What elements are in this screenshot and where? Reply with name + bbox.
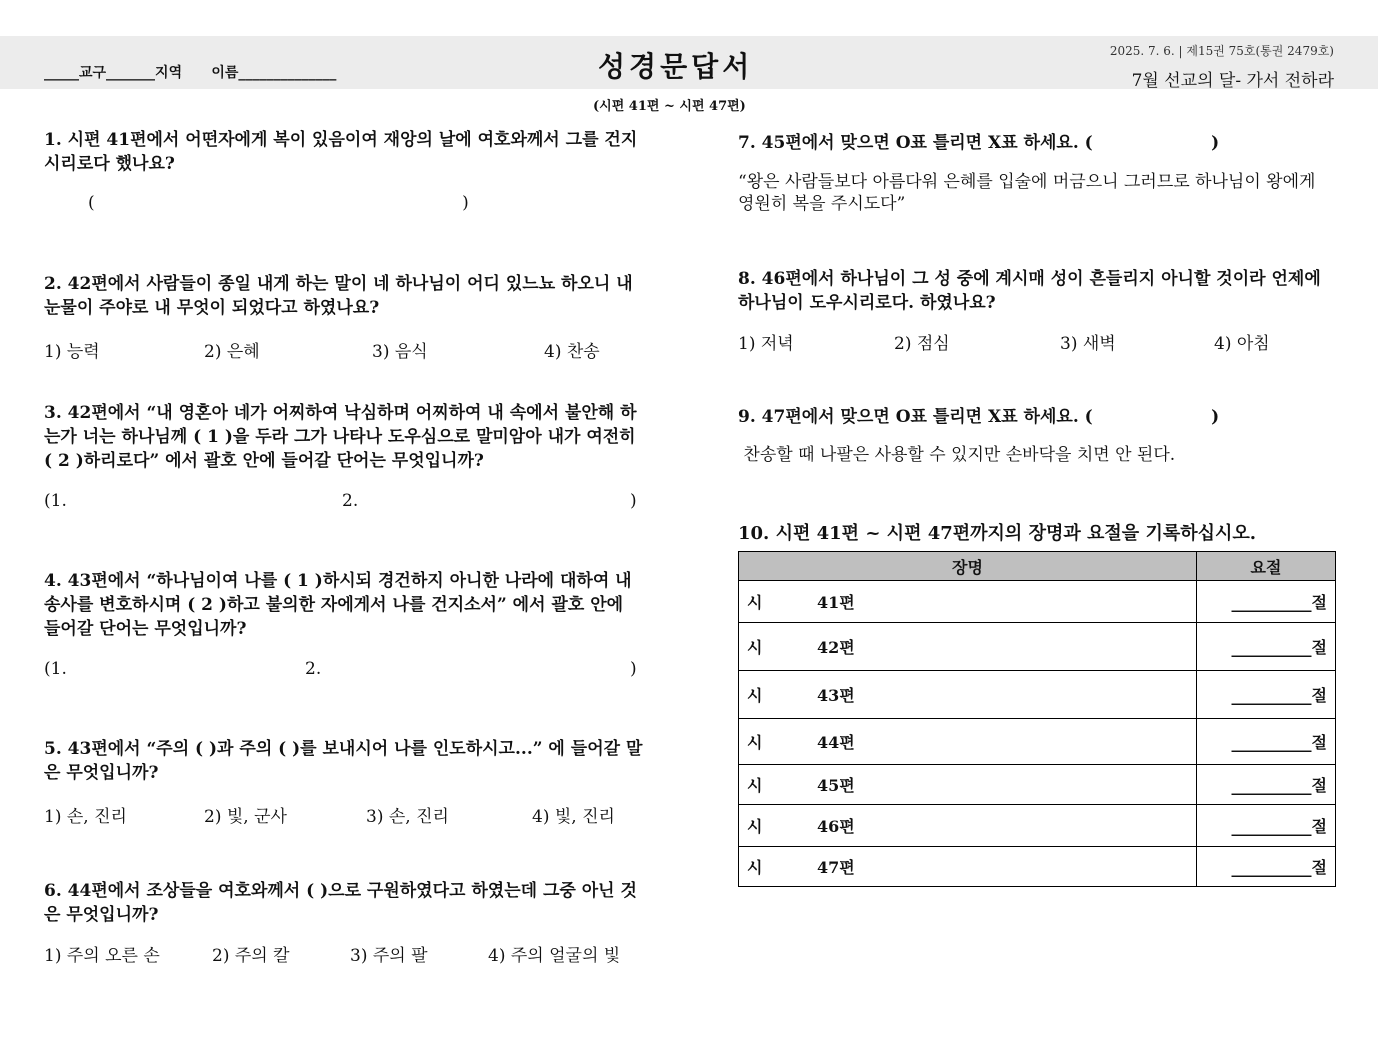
chapter-cell: 시 44편: [739, 719, 1197, 765]
option[interactable]: 3) 손, 진리: [366, 807, 449, 827]
page-title: 성경문답서: [598, 50, 754, 83]
answer-blank-1[interactable]: (1.: [44, 659, 67, 679]
verse-cell[interactable]: __________절: [1197, 765, 1336, 805]
option[interactable]: 1) 저녁: [738, 334, 794, 354]
table-row: [739, 581, 1336, 623]
question-9: [738, 405, 1338, 429]
question-4: [44, 569, 644, 641]
chapter-cell: 시 47편: [739, 847, 1197, 887]
question-5: [44, 737, 644, 785]
question-7: [738, 131, 1338, 155]
answer-close: ): [630, 659, 637, 679]
answer-blank-2[interactable]: 2.: [342, 491, 359, 511]
chapter-cell: 시 45편: [739, 765, 1197, 805]
option[interactable]: 4) 아침: [1214, 334, 1270, 354]
option[interactable]: 2) 빛, 군사: [204, 807, 287, 827]
table-row: [739, 765, 1336, 805]
question-text: 1. 시편 41편에서 어떤자에게 복이 있음이여 재앙의 날에 여호와께서 그를 건지시리로다 했나요?: [44, 130, 638, 174]
name-fields: _____교구_______지역 이름______________: [44, 65, 337, 81]
option[interactable]: 3) 음식: [372, 342, 428, 362]
option[interactable]: 1) 능력: [44, 342, 100, 362]
question-text: 4. 43편에서 “하나님이여 나를 ( 1 )하시되 경건하지 아니한 나라에 대하여 내 송사를 변호하시며 ( 2 )하고 불의한 자에게서 나를 건지소서” 에서 괄호 안에 들어갈 단어는 무엇입니까?: [44, 571, 632, 639]
question-text: 9. 47편에서 맞으면 O표 틀리면 X표 하세요. ( ): [738, 407, 1220, 427]
option[interactable]: 2) 주의 칼: [212, 946, 290, 966]
option[interactable]: 4) 주의 얼굴의 빛: [488, 946, 621, 966]
table-row: [739, 847, 1336, 887]
option[interactable]: 3) 새벽: [1060, 334, 1116, 354]
answer-blank-2[interactable]: 2.: [305, 659, 322, 679]
question-text: 2. 42편에서 사람들이 종일 내게 하는 말이 네 하나님이 어디 있느뇨 하오니 내 눈물이 주야로 내 무엇이 되었다고 하였나요?: [44, 274, 633, 318]
question-text: 6. 44편에서 조상들을 여호와께서 ( )으로 구원하였다고 하였는데 그중 아닌 것은 무엇입니까?: [44, 881, 637, 925]
options: [44, 941, 620, 966]
question-text: 8. 46편에서 하나님이 그 성 중에 계시매 성이 흔들리지 아니할 것이라 언제에 하나님이 도우시리로다. 하였나요?: [738, 269, 1321, 313]
table-row: [739, 805, 1336, 847]
question-6: [44, 879, 644, 927]
verse-cell[interactable]: __________절: [1197, 719, 1336, 765]
question-8: [738, 267, 1328, 315]
options: [738, 329, 1270, 354]
question-2: [44, 272, 644, 320]
verse-cell[interactable]: __________절: [1197, 623, 1336, 671]
statement: 찬송할 때 나팔은 사용할 수 있지만 손바닥을 치면 안 된다.: [738, 445, 1176, 465]
answer-close: ): [630, 491, 637, 511]
option[interactable]: 2) 은혜: [204, 342, 260, 362]
question-1: [44, 128, 644, 176]
option[interactable]: 4) 찬송: [544, 342, 600, 362]
verse-cell[interactable]: __________절: [1197, 847, 1336, 887]
chapter-cell: 시 42편: [739, 623, 1197, 671]
question-10: 10. 시편 41편 ~ 시편 47편까지의 장명과 요절을 기록하십시오.: [738, 523, 1257, 544]
question-text: 5. 43편에서 “주의 ( )과 주의 ( )를 보내시어 나를 인도하시고...” 에 들어갈 말은 무엇입니까?: [44, 739, 643, 783]
page-subtitle: (시편 41편 ~ 시편 47편): [593, 99, 746, 114]
chapter-cell: 시 41편: [739, 581, 1197, 623]
verse-cell[interactable]: __________절: [1197, 805, 1336, 847]
verse-table: [738, 551, 1336, 887]
question-3: [44, 401, 644, 473]
verse-cell[interactable]: __________절: [1197, 581, 1336, 623]
table-row: [739, 719, 1336, 765]
option[interactable]: 1) 손, 진리: [44, 807, 127, 827]
options: [44, 802, 615, 827]
column-header-chapter: 장명: [739, 552, 1197, 581]
option[interactable]: 2) 점심: [894, 334, 950, 354]
issue-info: 2025. 7. 6. | 제15권 75호(통권 2479호): [1109, 44, 1334, 58]
options: [44, 337, 600, 362]
column-header-verse: 요절: [1197, 552, 1336, 581]
month-theme: 7월 선교의 달- 가서 전하라: [1131, 71, 1334, 91]
answer-blank[interactable]: ( ): [88, 193, 469, 213]
chapter-cell: 시 43편: [739, 671, 1197, 719]
answer-blank-1[interactable]: (1.: [44, 491, 67, 511]
statement: “왕은 사람들보다 아름다워 은혜를 입술에 머금으니 그러므로 하나님이 왕에게 영원히 복을 주시도다”: [738, 172, 1316, 214]
question-text: 3. 42편에서 “내 영혼아 네가 어찌하여 낙심하며 어찌하여 내 속에서 불안해 하는가 너는 하나님께 ( 1 )을 두라 그가 나타나 도우심으로 말미암아 내가 여전히 ( 2 )하리로다” 에서 괄호 안에 들어갈 단어는 무엇입니까?: [44, 403, 637, 471]
table-row: [739, 623, 1336, 671]
chapter-cell: 시 46편: [739, 805, 1197, 847]
option[interactable]: 3) 주의 팔: [350, 946, 428, 966]
question-text: 7. 45편에서 맞으면 O표 틀리면 X표 하세요. ( ): [738, 133, 1220, 153]
option[interactable]: 1) 주의 오른 손: [44, 946, 160, 966]
table-row: [739, 671, 1336, 719]
option[interactable]: 4) 빛, 진리: [532, 807, 615, 827]
verse-cell[interactable]: __________절: [1197, 671, 1336, 719]
